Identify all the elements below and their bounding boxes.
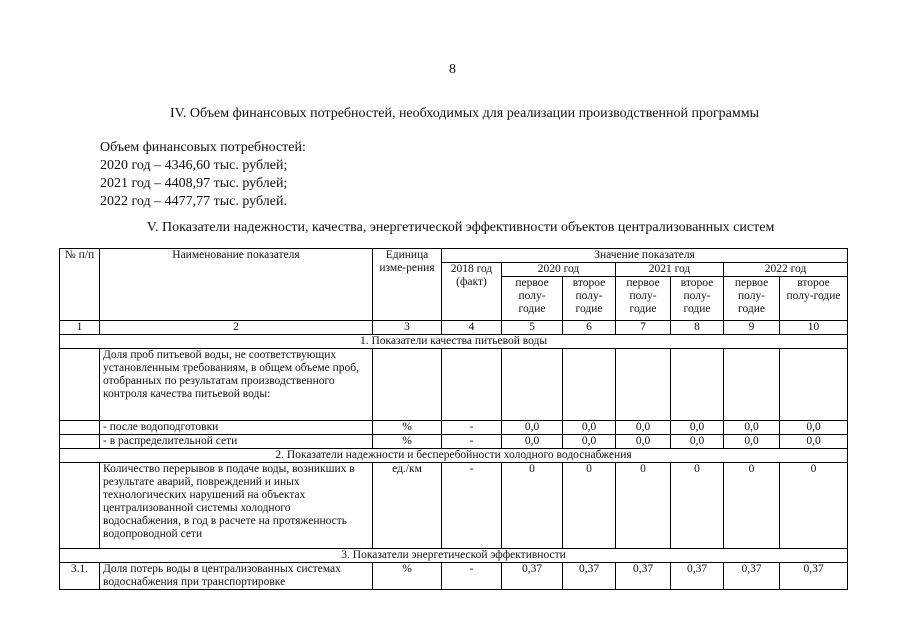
empty-cell xyxy=(724,349,780,421)
section-4-heading: IV. Объем финансовых потребностей, необходимых для реализации производственной программы xyxy=(169,106,760,121)
column-number: 9 xyxy=(724,321,780,335)
empty-cell xyxy=(373,349,442,421)
header-2021: 2021 год xyxy=(616,263,724,277)
row-value: 0 xyxy=(724,463,780,549)
column-number: 2 xyxy=(100,321,373,335)
header-first-half: первое полу-годие xyxy=(724,277,780,321)
row-unit: % xyxy=(373,435,442,449)
row-value: 0,0 xyxy=(616,421,671,435)
row-value: 0 xyxy=(616,463,671,549)
row-value: 0 xyxy=(502,463,563,549)
row-value: 0,0 xyxy=(671,435,724,449)
row-name: Количество перерывов в подаче воды, возникших в результате аварий, повреждений и иных технологических нарушений на объектах централизованной системы холодного водоснабжения, в год в расчете на протяженность водопроводной сети xyxy=(100,463,373,549)
row-unit: % xyxy=(373,421,442,435)
empty-cell xyxy=(780,349,848,421)
header-value: Значение показателя xyxy=(442,249,848,263)
header-name: Наименование показателя xyxy=(100,249,373,321)
row-value: 0,0 xyxy=(616,435,671,449)
column-number: 1 xyxy=(60,321,100,335)
header-first-half: первое полу-годие xyxy=(616,277,671,321)
column-number: 4 xyxy=(442,321,502,335)
row-name: Доля потерь воды в централизованных системах водоснабжения при транспортировке xyxy=(100,563,373,590)
row-name: - после водоподготовки xyxy=(100,421,373,435)
header-second-half: второе полу-годие xyxy=(563,277,616,321)
row-value: 0,0 xyxy=(780,421,848,435)
row-value: 0,37 xyxy=(671,563,724,590)
row-value: 0 xyxy=(671,463,724,549)
row-value: 0,37 xyxy=(780,563,848,590)
page-number: 8 xyxy=(449,62,456,77)
section-1-row xyxy=(60,335,848,349)
column-number: 5 xyxy=(502,321,563,335)
financial-needs-line: Объем финансовых потребностей: xyxy=(100,140,306,155)
column-number: 3 xyxy=(373,321,442,335)
financial-needs-2022: 2022 год – 4477,77 тыс. рублей. xyxy=(100,194,287,209)
header-2022: 2022 год xyxy=(724,263,848,277)
section-1-description: Доля проб питьевой воды, не соответствующих установленным требованиям, в общем объеме проб, отобранных по результатам производственного контроля качества питьевой воды: xyxy=(100,349,373,421)
row-fact: - xyxy=(442,463,502,549)
section-1-title: 1. Показатели качества питьевой воды xyxy=(60,335,848,349)
row-fact: - xyxy=(442,435,502,449)
column-number: 6 xyxy=(563,321,616,335)
empty-cell xyxy=(60,349,100,421)
column-number: 10 xyxy=(780,321,848,335)
section-3-row xyxy=(60,549,848,563)
section-2-row xyxy=(60,449,848,463)
row-value: 0,0 xyxy=(563,421,616,435)
row-value: 0,0 xyxy=(502,435,563,449)
header-first-half: первое полу-годие xyxy=(502,277,563,321)
empty-cell xyxy=(502,349,563,421)
section-5-heading: V. Показатели надежности, качества, энергетической эффективности объектов централизованных систем xyxy=(146,220,775,235)
row-fact: - xyxy=(442,563,502,590)
row-value: 0,37 xyxy=(616,563,671,590)
row-value: 0 xyxy=(563,463,616,549)
row-value: 0,0 xyxy=(724,421,780,435)
header-2018: 2018 год (факт) xyxy=(442,263,502,321)
header-unit: Единица изме-рения xyxy=(373,249,442,321)
row-unit: % xyxy=(373,563,442,590)
empty-cell xyxy=(442,349,502,421)
header-2020: 2020 год xyxy=(502,263,616,277)
financial-needs-2020: 2020 год – 4346,60 тыс. рублей; xyxy=(100,158,288,173)
header-row-1 xyxy=(60,249,848,263)
section-1-description-row xyxy=(60,349,848,421)
table-row xyxy=(60,421,848,435)
row-value: 0,0 xyxy=(724,435,780,449)
section-2-title: 2. Показатели надежности и бесперебойности холодного водоснабжения xyxy=(60,449,848,463)
row-value: 0,37 xyxy=(563,563,616,590)
row-value: 0,37 xyxy=(502,563,563,590)
empty-cell xyxy=(60,421,100,435)
empty-cell xyxy=(616,349,671,421)
empty-cell xyxy=(563,349,616,421)
financial-needs-2021: 2021 год – 4408,97 тыс. рублей; xyxy=(100,176,288,191)
section-3-title: 3. Показатели энергетической эффективности xyxy=(60,549,848,563)
row-num: 3.1. xyxy=(60,563,100,590)
table-row xyxy=(60,435,848,449)
table-row xyxy=(60,563,848,590)
row-name: - в распределительной сети xyxy=(100,435,373,449)
row-value: 0,0 xyxy=(671,421,724,435)
column-numbers-row xyxy=(60,321,848,335)
row-unit: ед./км xyxy=(373,463,442,549)
row-value: 0,37 xyxy=(724,563,780,590)
column-number: 8 xyxy=(671,321,724,335)
empty-cell xyxy=(60,463,100,549)
financial-needs-block xyxy=(100,139,306,211)
row-fact: - xyxy=(442,421,502,435)
empty-cell xyxy=(60,435,100,449)
column-number: 7 xyxy=(616,321,671,335)
table-row xyxy=(60,463,848,549)
row-value: 0 xyxy=(780,463,848,549)
row-value: 0,0 xyxy=(780,435,848,449)
indicators-table xyxy=(59,248,848,590)
header-second-half: второе полу-годие xyxy=(671,277,724,321)
header-second-half: второе полу-годие xyxy=(780,277,848,321)
empty-cell xyxy=(671,349,724,421)
row-value: 0,0 xyxy=(502,421,563,435)
row-value: 0,0 xyxy=(563,435,616,449)
header-num: № п/п xyxy=(60,249,100,321)
